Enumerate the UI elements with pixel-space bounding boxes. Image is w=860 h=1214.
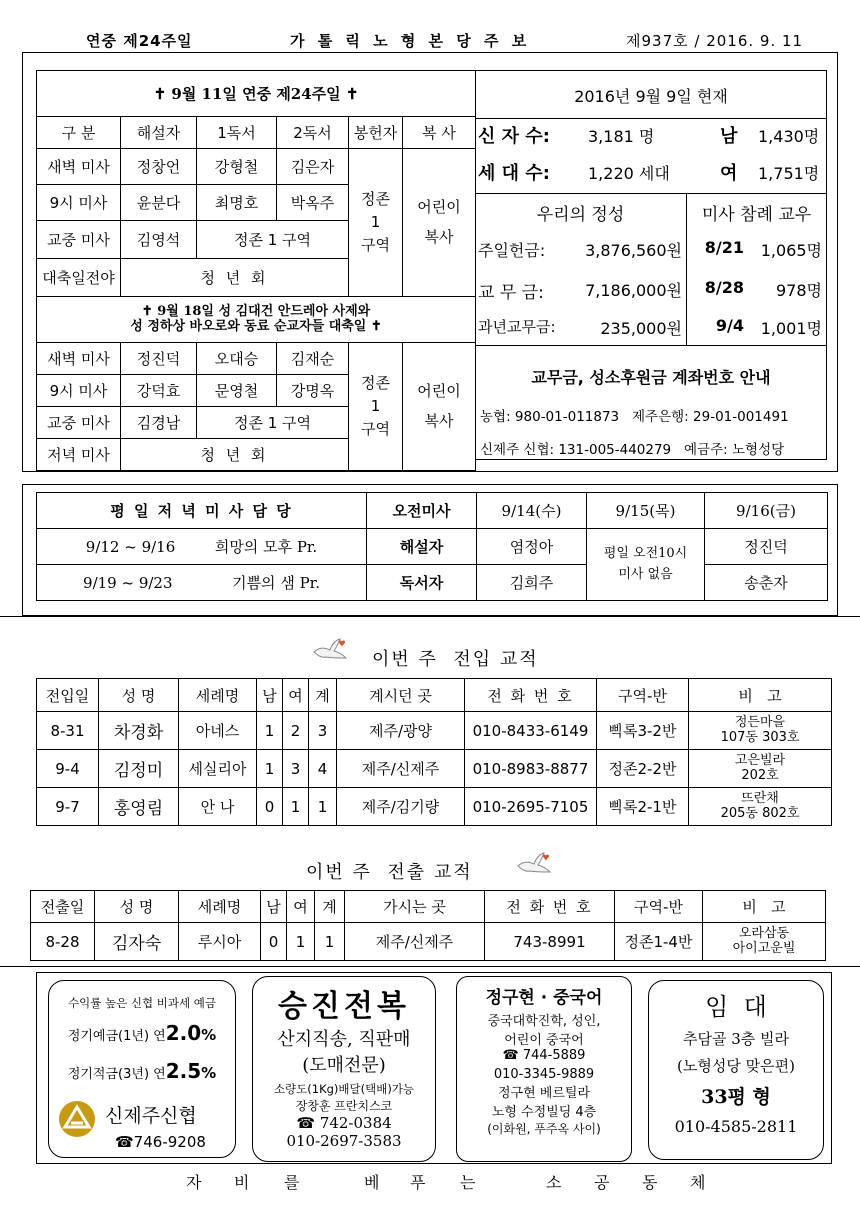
chinese-line-7: (이화원, 푸주옥 사이) [487,1122,601,1136]
weekday-date: 9/12 ~ 9/16 [85,538,176,556]
col-header: 여 [287,891,315,923]
rental-phone: 010-4585-2811 [674,1117,798,1136]
reader-1: 김희주 [477,565,587,601]
cell-date: 9-7 [37,788,99,826]
motto-char: 베 [364,1173,382,1192]
weekday-group: 희망의 모후 Pr. [214,538,318,556]
motto-char: 자 [186,1173,204,1192]
cell-from: 제주/신제주 [337,750,465,788]
cell-to: 제주/신제주 [345,923,485,961]
mass-cell: 청 년 회 [121,259,349,297]
mass-cell: 오대승 [197,343,277,375]
col-header: 전 화 번 호 [465,679,597,712]
weekday-title: 평 일 저 녁 미 사 담 당 [37,493,367,529]
col-header: 가시는 곳 [345,891,485,923]
attendance-count: 1,001명 [760,319,822,338]
altar-line: 어린이 [417,382,461,401]
cell-name: 김정미 [99,750,179,788]
cell-female: 1 [283,788,309,826]
transfer-in-title: 이번 주 전입 교적 [372,649,539,670]
cell-date: 8-31 [37,712,99,750]
dues-value: 7,186,000원 [585,281,682,300]
cell-female: 3 [283,750,309,788]
mass-cell: 김영석 [121,221,197,259]
cell-female: 2 [283,712,309,750]
transfer-in-table [36,678,832,826]
female-value: 1,751명 [758,164,820,183]
motto-char: 공 [594,1173,612,1192]
deposit-rate-value: 2.0 [165,1021,202,1045]
offering-group [349,149,403,297]
offering-line: 정존 [361,373,390,392]
col-header: 세례명 [179,891,261,923]
cell-male: 1 [257,750,283,788]
deposit-rate-label: 정기예금(1년) 연 [67,1029,166,1044]
mass-cell: 윤분다 [121,185,197,221]
commentator-1: 염정아 [477,529,587,565]
col-header: 남 [261,891,287,923]
pastdues-label: 과년교무금: [478,318,556,336]
credit-union-name: 신제주신협 [105,1105,197,1127]
chinese-line-2: 어린이 중국어 [504,1033,584,1048]
cell-zone: 삑록3-2반 [597,712,689,750]
altar-group [403,343,476,471]
attendance-title: 미사 참례 교우 [701,205,812,225]
col-header: 성 명 [99,679,179,712]
abalone-line-3: 소량도(1Kg)배달(택배)가능 [273,1082,415,1096]
col-header: 계 [315,891,345,923]
motto-char: 를 [284,1173,302,1192]
account-line-2: 신제주 신협: 131-005-440279 예금주: 노형성당 [480,442,785,458]
offering-group [349,343,403,471]
cell-baptism: 세실리아 [179,750,257,788]
ad-chinese-lesson [456,976,632,1162]
cell-zone: 정존2-2반 [597,750,689,788]
chinese-line-6: 노형 수정빌딩 4층 [491,1105,597,1120]
rental-line-1: 추담골 3층 빌라 [682,1030,790,1048]
chinese-phone-1: ☎ 744-5889 [502,1048,586,1063]
mass-cell: 정창언 [121,149,197,185]
abalone-line-4: 장창훈 프란치스코 [295,1099,393,1113]
col-header: 비 고 [689,679,832,712]
offering-line: 구역 [361,420,390,439]
believers-value: 3,181 명 [588,127,655,146]
mass-cell: 박옥주 [277,185,349,221]
mass-cell: 문영철 [197,375,277,407]
col-header: 전입일 [37,679,99,712]
mass-cell: 김재순 [277,343,349,375]
savings-rate-label: 정기적금(3년) 연 [67,1067,166,1082]
title2-line: 성 정하상 바오로와 동료 순교자들 대축일 ✝ [130,318,382,334]
cell-from: 제주/광양 [337,712,465,750]
mass-cell: 정존 1 구역 [197,221,349,259]
table-row [31,923,826,961]
mass-cell: 정진덕 [121,343,197,375]
issue-number: 제937호 / 2016. 9. 11 [626,32,804,50]
mass-label: 새벽 미사 [37,149,121,185]
col-header: 구역-반 [597,679,689,712]
bulletin-title: 가 톨 릭 노 형 본 당 주 보 [290,32,531,50]
cell-zone: 삑록2-1반 [597,788,689,826]
offering-line: 1 [370,396,381,415]
no-mass-line: 평일 오전10시 [603,545,688,561]
offering-title: 우리의 정성 [536,205,625,225]
col-header: 전출일 [31,891,95,923]
altar-line: 복사 [424,227,454,246]
motto-char: 소 [546,1173,564,1192]
table-row [37,788,832,826]
note-line: 정든마을 [734,714,786,730]
percent-sign: % [201,1026,217,1044]
weekday-row-2 [37,565,367,601]
motto-char: 비 [234,1173,252,1192]
weekday-mass-table [36,492,828,601]
savings-rate-line [49,1059,235,1083]
col-reading1: 1독서 [197,117,277,149]
note-line: 205동 802호 [720,805,800,821]
cell-total: 4 [309,750,337,788]
col-header: 남 [257,679,283,712]
cell-zone: 정존1-4반 [615,923,703,961]
dues-label: 교 무 금: [478,283,544,303]
believers-label: 신 자 수: [478,126,550,147]
cell-phone: 010-8983-8877 [465,750,597,788]
female-label: 여 [720,163,738,184]
day-header: 9/14(수) [477,493,587,529]
sunday-value: 3,876,560원 [585,241,682,260]
mass-label: 9시 미사 [37,375,121,407]
offering-line: 1 [370,212,381,231]
male-label: 남 [720,126,738,147]
col-header: 비 고 [703,891,826,923]
rental-title: 임 대 [705,993,767,1021]
stats-divider-3 [475,345,827,346]
note-line: 아이고운빌 [732,940,796,956]
note-line: 107동 303호 [720,729,800,745]
col-header: 계시던 곳 [337,679,465,712]
cell-total: 1 [315,923,345,961]
offering-line: 정존 [361,189,390,208]
day-header: 9/15(목) [587,493,705,529]
reader-3: 송춘자 [705,565,828,601]
cell-female: 1 [287,923,315,961]
ad-abalone [252,976,436,1162]
weekday-row-1 [37,529,367,565]
cell-note [703,923,826,961]
ad-rental [648,980,824,1160]
male-value: 1,430명 [758,127,820,146]
schedule-title-2 [37,297,476,343]
commentator-3: 정진덕 [705,529,828,565]
mass-cell: 정존 1 구역 [197,407,349,439]
cell-phone: 010-8433-6149 [465,712,597,750]
cell-male: 0 [261,923,287,961]
account-title: 교무금, 성소후원금 계좌번호 안내 [531,368,771,387]
altar-group [403,149,476,297]
schedule-title-1: ✝ 9월 11일 연중 제24주일 ✝ [37,71,476,117]
motto-char: 동 [642,1173,660,1192]
liturgy-schedule-table [36,70,476,471]
sunday-label: 주일헌금: [478,241,546,260]
morning-mass-label: 오전미사 [367,493,477,529]
mass-label: 저녁 미사 [37,439,121,471]
weekday-date: 9/19 ~ 9/23 [83,574,173,592]
title2-line: ✝ 9월 18일 성 김대건 안드레아 사제와 [141,303,371,319]
commentator-label: 해설자 [367,529,477,565]
section-divider [0,616,860,617]
chinese-line-5: 정구현 베르틸라 [497,1086,591,1101]
percent-sign: % [201,1064,217,1082]
cell-date: 9-4 [37,750,99,788]
stats-divider-2 [475,193,827,194]
note-line: 202호 [741,767,779,783]
mass-cell: 김경남 [121,407,197,439]
cell-note [689,712,832,750]
mass-label: 교중 미사 [37,407,121,439]
col-header: 성 명 [95,891,179,923]
households-label: 세 대 수: [478,163,550,184]
altar-line: 어린이 [417,198,461,217]
mass-cell: 강덕효 [121,375,197,407]
savings-rate-value: 2.5 [165,1059,202,1083]
chinese-title: 정구현 · 중국어 [485,988,603,1008]
credit-union-logo-icon [57,1099,97,1139]
mass-cell: 김은자 [277,149,349,185]
motto-char: 는 [460,1173,478,1192]
col-category: 구 분 [37,117,121,149]
stats-divider-1 [475,118,827,119]
ads-divider [0,966,860,967]
attendance-count: 1,065명 [760,241,822,260]
col-offering: 봉헌자 [349,117,403,149]
attendance-count: 978명 [776,281,822,300]
dove-icon [312,636,348,662]
no-mass-note [587,529,705,601]
mass-cell: 강명옥 [277,375,349,407]
cell-phone: 010-2695-7105 [465,788,597,826]
note-line: 뜨란채 [741,790,779,806]
table-row [37,712,832,750]
mass-label: 교중 미사 [37,221,121,259]
rental-line-2: (노형성당 맞은편) [677,1057,795,1075]
abalone-line-1: 산지직송, 직판매 [277,1029,411,1050]
cell-phone: 743-8991 [485,923,615,961]
cell-baptism: 아네스 [179,712,257,750]
no-mass-line: 미사 없음 [618,566,673,582]
stats-date: 2016년 9월 9일 현재 [574,87,728,106]
cell-from: 제주/김기량 [337,788,465,826]
account-line-1: 농협: 980-01-011873 제주은행: 29-01-001491 [480,409,789,425]
transfer-out-table [30,890,826,961]
chinese-line-1: 중국대학진학, 성인, [487,1014,601,1029]
cell-name: 차경화 [99,712,179,750]
week-label: 연중 제24주일 [86,32,193,50]
cell-name: 김자숙 [95,923,179,961]
cell-baptism: 루시아 [179,923,261,961]
note-line: 오라삼동 [738,925,790,941]
mass-cell: 청 년 회 [121,439,349,471]
attendance-date: 8/28 [704,278,744,297]
cell-name: 홍영림 [99,788,179,826]
cell-male: 1 [257,712,283,750]
households-value: 1,220 세대 [588,164,670,183]
dove-icon [516,850,552,876]
abalone-phone-1: ☎ 742-0384 [296,1114,392,1132]
abalone-phone-2: 010-2697-3583 [286,1132,402,1150]
mass-label: 9시 미사 [37,185,121,221]
table-row [37,750,832,788]
mass-cell: 최명호 [197,185,277,221]
cell-note [689,788,832,826]
col-header: 구역-반 [615,891,703,923]
cell-date: 8-28 [31,923,95,961]
day-header: 9/16(금) [705,493,828,529]
col-header: 세례명 [179,679,257,712]
pastdues-value: 235,000원 [600,319,682,338]
credit-union-tagline: 수익률 높은 신협 비과세 예금 [68,996,216,1010]
chinese-phone-2: 010-3345-9889 [493,1067,595,1082]
attendance-date: 9/4 [715,316,744,335]
col-reading2: 2독서 [277,117,349,149]
col-commentator: 해설자 [121,117,197,149]
motto-char: 체 [690,1173,708,1192]
cell-total: 3 [309,712,337,750]
reader-label: 독서자 [367,565,477,601]
deposit-rate-line [49,1021,235,1045]
weekday-group: 기쁨의 샘 Pr. [232,574,320,592]
ad-credit-union [48,980,236,1158]
col-header: 전 화 번 호 [485,891,615,923]
rental-size: 33평 형 [701,1086,771,1108]
cell-baptism: 안 나 [179,788,257,826]
transfer-out-title: 이번 주 전출 교적 [306,862,473,883]
offering-line: 구역 [361,236,390,255]
altar-line: 복사 [424,411,454,430]
col-altar: 복 사 [403,117,476,149]
abalone-line-2: (도매전문) [302,1055,386,1076]
mass-cell: 강형철 [197,149,277,185]
credit-union-phone: ☎746-9208 [115,1133,206,1151]
col-header: 여 [283,679,309,712]
cell-note [689,750,832,788]
mass-label: 대축일전야 [37,259,121,297]
mass-label: 새벽 미사 [37,343,121,375]
col-header: 계 [309,679,337,712]
note-line: 고은빌라 [734,752,786,768]
cell-total: 1 [309,788,337,826]
motto-char: 푸 [410,1173,428,1192]
abalone-shop-name: 승진전복 [278,989,410,1024]
attendance-date: 8/21 [704,238,744,257]
cell-male: 0 [257,788,283,826]
